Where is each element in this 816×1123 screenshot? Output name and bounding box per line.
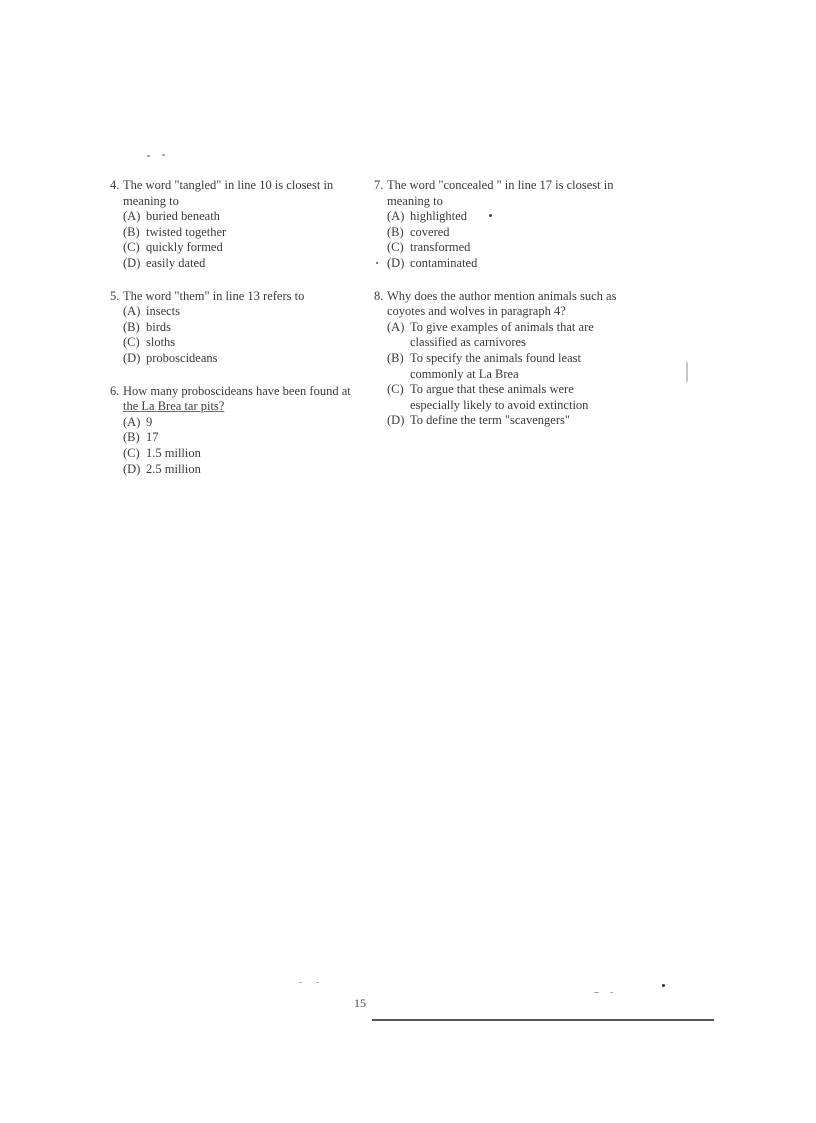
options-list <box>110 415 355 477</box>
scan-speck <box>489 214 492 217</box>
scan-speck <box>162 154 165 156</box>
option-a <box>387 209 624 225</box>
right-column <box>374 178 624 446</box>
left-column <box>110 178 355 494</box>
option-b <box>387 351 624 382</box>
option-text: 2.5 million <box>146 461 201 476</box>
option-letter: (C) <box>123 445 140 460</box>
question-stem: The word "tangled" in line 10 is closest in meaning to <box>123 178 334 208</box>
option-text: 17 <box>146 430 159 445</box>
question-5 <box>110 289 355 367</box>
option-letter: (B) <box>123 224 140 239</box>
option-b <box>123 430 355 446</box>
scan-speck <box>147 155 150 157</box>
option-letter: (D) <box>387 413 405 428</box>
option-text: quickly formed <box>146 240 223 255</box>
option-c <box>123 446 355 462</box>
question-number: 4. <box>110 178 120 192</box>
option-text: To specify the animals found least commonly at La Brea <box>410 350 581 381</box>
option-a <box>123 304 355 320</box>
scan-speck <box>594 992 599 993</box>
page-number: 15 <box>354 996 366 1010</box>
option-letter: (A) <box>387 209 405 224</box>
scan-speck <box>610 992 613 993</box>
option-text: proboscideans <box>146 350 218 365</box>
scan-speck <box>686 362 688 382</box>
option-text: 9 <box>146 414 153 429</box>
option-c <box>387 240 624 256</box>
options-list <box>110 209 355 271</box>
option-letter: (C) <box>123 335 140 350</box>
option-d <box>123 351 355 367</box>
option-text: transformed <box>410 240 471 255</box>
question-4 <box>110 178 355 272</box>
scan-speck <box>299 982 302 983</box>
question-number: 8. <box>374 288 384 303</box>
option-text: highlighted <box>410 209 467 224</box>
option-letter: (D) <box>123 350 141 365</box>
option-d <box>387 413 624 429</box>
option-text: To define the term "scavengers" <box>410 413 570 428</box>
option-letter: (D) <box>123 461 141 476</box>
option-letter: (D) <box>123 255 141 270</box>
question-stem: The word "concealed " in line 17 is closest in meaning to <box>387 178 614 208</box>
option-text: easily dated <box>146 255 206 270</box>
option-c <box>123 335 355 351</box>
options-list <box>374 320 624 429</box>
option-a <box>123 209 355 225</box>
question-stem: The word "them" in line 13 refers to <box>123 288 305 303</box>
question-stem: Why does the author mention animals such as coyotes and wolves in paragraph 4? <box>387 288 617 319</box>
option-letter: (A) <box>387 319 405 334</box>
option-d <box>123 256 355 272</box>
question-stem <box>123 384 355 415</box>
question-6 <box>110 384 355 478</box>
option-letter: (C) <box>387 240 404 255</box>
option-b <box>387 225 624 241</box>
option-letter: (A) <box>123 209 141 224</box>
question-number: 6. <box>110 383 120 398</box>
option-letter: (D) <box>387 255 405 270</box>
option-letter: (B) <box>387 224 404 239</box>
option-a <box>387 320 624 351</box>
options-list <box>374 209 624 271</box>
option-d <box>123 462 355 478</box>
scan-speck <box>376 262 378 264</box>
question-7 <box>374 178 624 272</box>
option-text: twisted together <box>146 224 227 239</box>
option-text: contaminated <box>410 255 478 270</box>
option-letter: (A) <box>123 414 141 429</box>
option-letter: (C) <box>387 382 404 397</box>
option-text: To give examples of animals that are classified as carnivores <box>410 319 594 350</box>
footer-rule <box>372 1019 714 1021</box>
option-text: 1.5 million <box>146 445 201 460</box>
option-b <box>123 320 355 336</box>
option-d <box>387 256 624 272</box>
option-letter: (B) <box>123 319 140 334</box>
question-number: 7. <box>374 178 384 192</box>
option-c <box>387 382 624 413</box>
question-stem-part: How many proboscideans have been found at <box>123 383 351 398</box>
option-text: insects <box>146 304 181 319</box>
option-letter: (C) <box>123 240 140 255</box>
option-a <box>123 415 355 431</box>
option-c <box>123 240 355 256</box>
option-b <box>123 225 355 241</box>
option-text: birds <box>146 319 171 334</box>
option-text: buried beneath <box>146 209 220 224</box>
underlined-phrase: the La Brea tar pits? <box>123 399 225 414</box>
option-text: sloths <box>146 335 176 350</box>
options-list <box>110 304 355 366</box>
question-8 <box>374 289 624 429</box>
option-text: To argue that these animals were especially likely to avoid extinction <box>410 382 589 412</box>
option-letter: (A) <box>123 304 141 319</box>
scan-speck <box>316 982 319 983</box>
question-number: 5. <box>110 288 120 303</box>
option-letter: (B) <box>387 350 404 365</box>
scan-speck <box>662 984 665 987</box>
option-letter: (B) <box>123 430 140 445</box>
option-text: covered <box>410 224 450 239</box>
